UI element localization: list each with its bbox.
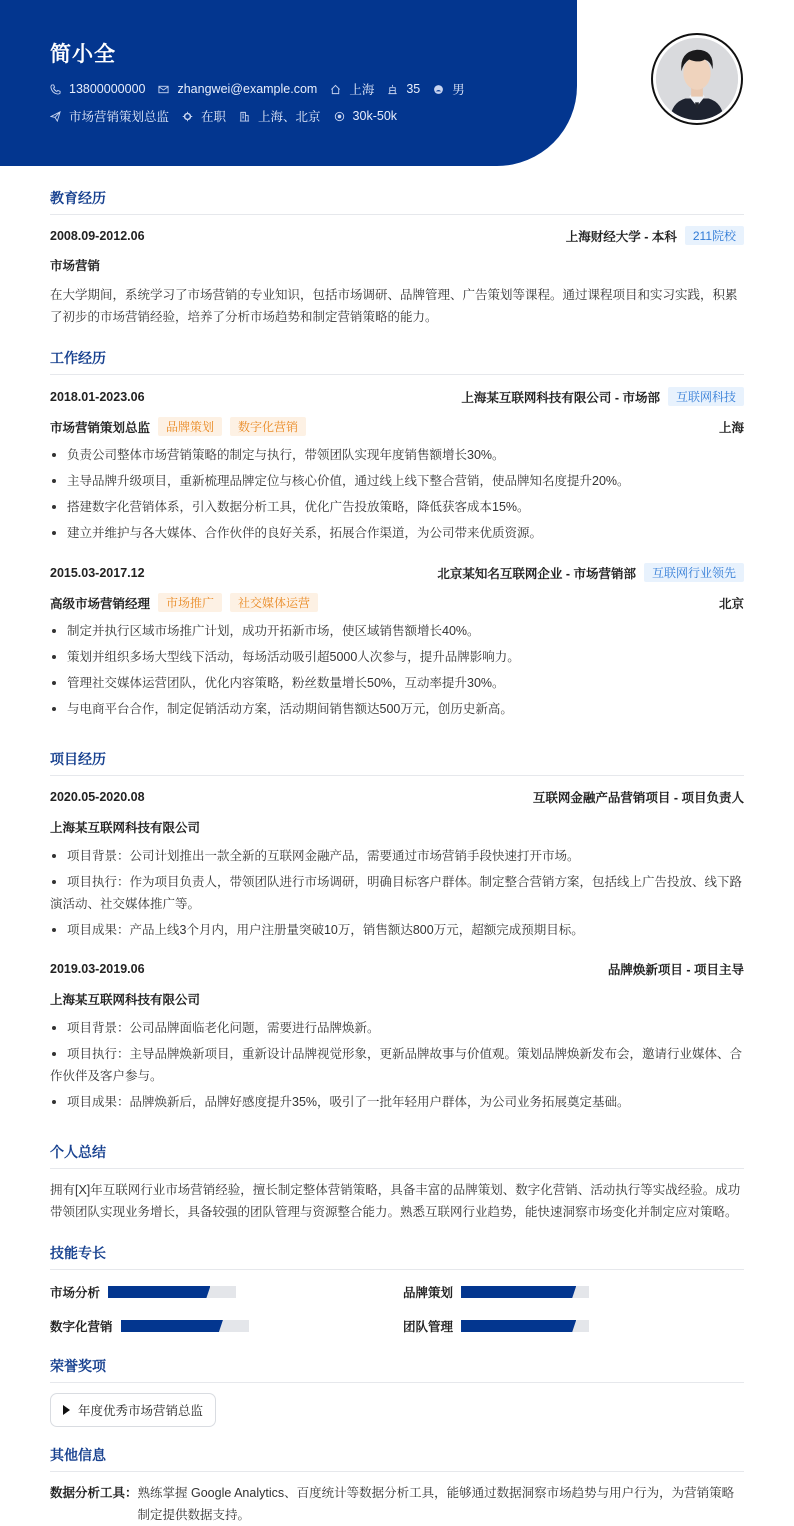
education-period: 2008.09-2012.06 <box>50 228 145 243</box>
skill-name: 市场分析 <box>50 1286 101 1300</box>
company-tag: 互联网科技 <box>668 387 744 406</box>
list-item: 搭建数字化营销体系，引入数据分析工具，优化广告投放策略，降低获客成本15%。 <box>50 496 744 518</box>
age-icon <box>387 84 398 95</box>
other-label: 数据分析工具： <box>50 1486 138 1500</box>
summary-text: 拥有[X]年互联网行业市场营销经验，擅长制定整体营销策略，具备丰富的品牌策划、数字化营销、活动执行等实战经验。成功带领团队实现业务增长，具备较强的团队管理与资源整合能力。熟悉互联网行业趋势，能快速洞察市场变化并制定应对策略。 <box>50 1183 741 1219</box>
gender-item: 男 <box>433 80 465 98</box>
list-item: 项目执行：主导品牌焕新项目，重新设计品牌视觉形象，更新品牌故事与价值观。策划品牌焕新发布会，邀请行业媒体、合作伙伴及客户参与。 <box>50 1043 744 1087</box>
skill-bar <box>121 1320 249 1332</box>
work-item-header <box>50 387 744 406</box>
send-icon <box>50 111 61 122</box>
awards-section-title: 荣誉奖项 <box>50 1356 744 1383</box>
skill-bar <box>461 1286 589 1298</box>
skill-name: 数字化营销 <box>50 1320 113 1334</box>
position-title: 市场营销策划总监 <box>50 420 151 435</box>
list-item: 项目执行：作为项目负责人，带领团队进行市场调研，明确目标客户群体。制定整合营销方案，包括线上广告投放、线下路演活动、社交媒体推广等。 <box>50 871 744 915</box>
projects-section-title: 项目经历 <box>50 749 744 776</box>
list-item: 制定并执行区域市场推广计划，成功开拓新市场，使区域销售额增长40%。 <box>50 620 744 642</box>
play-triangle-icon <box>63 1405 70 1415</box>
skill-bar <box>461 1320 589 1332</box>
skill-fill <box>121 1320 223 1332</box>
award-item[interactable]: 年度优秀市场营销总监 <box>50 1393 216 1427</box>
major: 市场营销 <box>50 259 101 273</box>
list-item: 项目背景：公司品牌面临老化问题，需要进行品牌焕新。 <box>50 1017 744 1039</box>
list-item: 主导品牌升级项目，重新梳理品牌定位与核心价值，通过线上线下整合营销，使品牌知名度提升20%。 <box>50 470 744 492</box>
education-header <box>50 226 744 245</box>
skill-tag: 品牌策划 <box>158 417 222 436</box>
salary-item: 30k-50k <box>334 109 397 123</box>
skill-fill <box>461 1286 576 1298</box>
skill-name: 团队管理 <box>403 1320 454 1334</box>
phone-icon <box>50 84 61 95</box>
email-item: zhangwei@example.com <box>158 82 317 96</box>
list-item: 项目成果：产品上线3个月内，用户注册量突破10万，销售额达800万元，超额完成预期目标。 <box>50 919 744 941</box>
work-bullets <box>50 620 744 724</box>
skill-fill <box>108 1286 210 1298</box>
skill-tag: 市场推广 <box>158 593 222 612</box>
work-item-header <box>50 563 744 582</box>
company-name: 北京某知名互联网企业 - 市场营销部 <box>437 566 636 581</box>
status-icon <box>182 111 193 122</box>
job-row <box>50 107 410 125</box>
work-section-title: 工作经历 <box>50 348 744 375</box>
person-portrait-icon <box>656 38 738 120</box>
skill-item <box>403 1317 589 1335</box>
work-period: 2018.01-2023.06 <box>50 389 145 404</box>
project-name: 品牌焕新项目 - 项目主导 <box>607 963 744 977</box>
school-name: 上海财经大学 - 本科 <box>565 229 677 244</box>
position-item: 市场营销策划总监 <box>50 107 169 125</box>
project-period: 2019.03-2019.06 <box>50 962 145 976</box>
avatar <box>651 33 743 125</box>
list-item: 与电商平台合作，制定促销活动方案，活动期间销售额达500万元，创历史新高。 <box>50 698 744 720</box>
skill-tag: 数字化营销 <box>230 417 306 436</box>
project-period: 2020.05-2020.08 <box>50 790 145 804</box>
education-major-row <box>50 256 744 274</box>
other-info-row <box>50 1482 744 1526</box>
project-company-row <box>50 818 744 836</box>
summary-section-title: 个人总结 <box>50 1142 744 1169</box>
skill-bar <box>108 1286 236 1298</box>
city-item: 上海、北京 <box>239 107 321 125</box>
work-city: 上海 <box>718 420 744 435</box>
list-item: 项目成果：品牌焕新后，品牌好感度提升35%，吸引了一批年轻用户群体，为公司业务拓展奠定基础。 <box>50 1091 744 1113</box>
skill-item <box>50 1283 236 1301</box>
school-tag: 211院校 <box>685 226 744 245</box>
phone-item: 13800000000 <box>50 82 145 96</box>
work-period: 2015.03-2017.12 <box>50 565 145 580</box>
project-item-header <box>50 788 744 806</box>
project-name: 互联网金融产品营销项目 - 项目负责人 <box>532 791 744 805</box>
work-bullets <box>50 444 744 548</box>
location-item: 上海 <box>330 80 374 98</box>
project-bullets <box>50 845 744 945</box>
age-item: 35 <box>387 82 420 96</box>
project-company-row <box>50 990 744 1008</box>
list-item: 管理社交媒体运营团队，优化内容策略，粉丝数量增长50%，互动率提升30%。 <box>50 672 744 694</box>
list-item: 负责公司整体市场营销策略的制定与执行，带领团队实现年度销售额增长30%。 <box>50 444 744 466</box>
candidate-name: 简小全 <box>50 43 116 66</box>
skill-name: 品牌策划 <box>403 1286 454 1300</box>
gender-icon <box>433 84 444 95</box>
project-company: 上海某互联网科技有限公司 <box>50 821 201 835</box>
project-item-header <box>50 960 744 978</box>
education-description: 在大学期间，系统学习了市场营销的专业知识，包括市场调研、品牌管理、广告策划等课程。通过课程项目和实习实践，积累了初步的市场营销经验，培养了分析市场趋势和制定营销策略的能力。 <box>50 288 738 324</box>
list-item: 项目背景：公司计划推出一款全新的互联网金融产品，需要通过市场营销手段快速打开市场。 <box>50 845 744 867</box>
mail-icon <box>158 84 169 95</box>
status-item: 在职 <box>182 107 226 125</box>
salary-icon <box>334 111 345 122</box>
position-title: 高级市场营销经理 <box>50 596 151 611</box>
other-text: 熟练掌握 Google Analytics、百度统计等数据分析工具，能够通过数据洞察市场趋势与用户行为，为营销策略制定提供数据支持。 <box>137 1486 735 1522</box>
work-position-row <box>50 417 744 436</box>
avatar-photo <box>656 38 738 120</box>
building-icon <box>239 111 250 122</box>
company-name: 上海某互联网科技有限公司 - 市场部 <box>461 390 660 405</box>
list-item: 建立并维护与各大媒体、合作伙伴的良好关系，拓展合作渠道，为公司带来优质资源。 <box>50 522 744 544</box>
skill-tag: 社交媒体运营 <box>230 593 318 612</box>
skill-fill <box>461 1320 576 1332</box>
home-icon <box>330 84 341 95</box>
skill-item <box>403 1283 589 1301</box>
company-tag: 互联网行业领先 <box>644 563 744 582</box>
contact-row <box>50 80 478 98</box>
skills-section-title: 技能专长 <box>50 1243 744 1270</box>
skill-item <box>50 1317 249 1335</box>
project-company: 上海某互联网科技有限公司 <box>50 993 201 1007</box>
other-section-title: 其他信息 <box>50 1445 744 1472</box>
work-position-row <box>50 593 744 612</box>
list-item: 策划并组织多场大型线下活动，每场活动吸引超5000人次参与，提升品牌影响力。 <box>50 646 744 668</box>
project-bullets <box>50 1017 744 1117</box>
work-city: 北京 <box>718 596 744 611</box>
education-section-title: 教育经历 <box>50 188 744 215</box>
